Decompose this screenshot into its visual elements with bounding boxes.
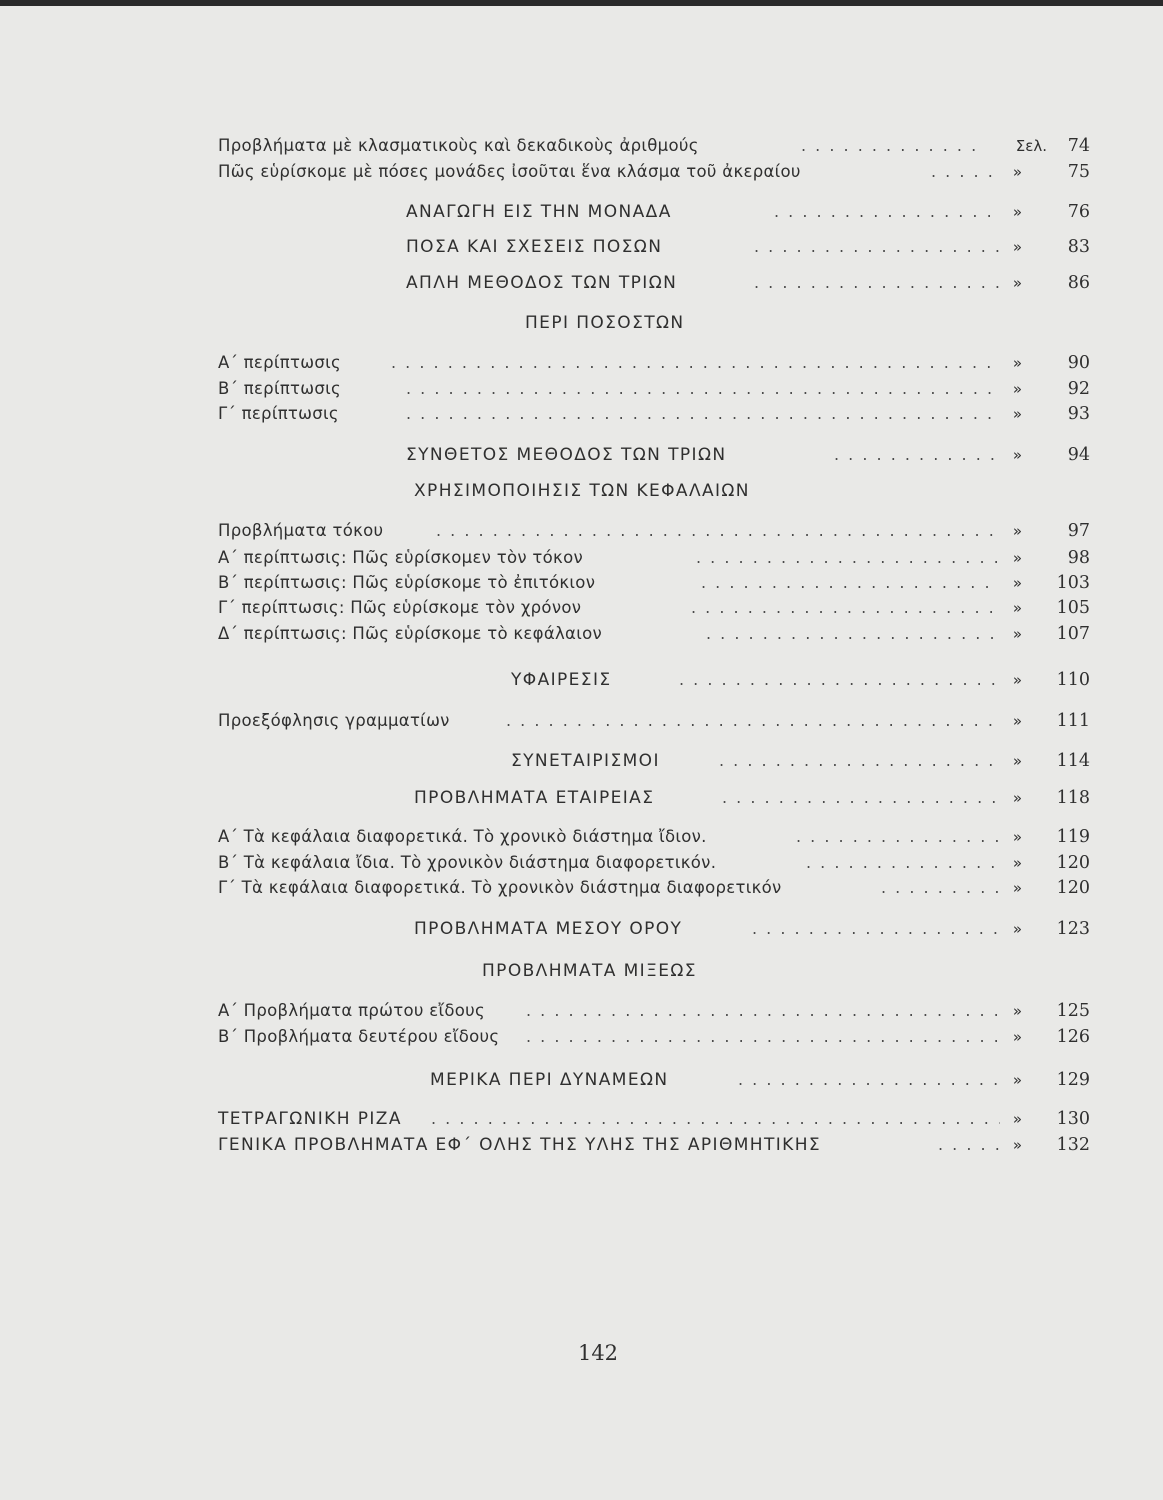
toc-entry bbox=[0, 783, 1163, 813]
toc-entry-page: 132 bbox=[1056, 1135, 1090, 1155]
toc-entry-page: 111 bbox=[1056, 711, 1090, 731]
ditto-mark: » bbox=[1012, 1002, 1022, 1020]
leader-dots bbox=[526, 1022, 1000, 1052]
ditto-mark: » bbox=[1012, 549, 1022, 567]
toc-entry-page: 123 bbox=[1056, 919, 1090, 939]
toc-entry bbox=[0, 268, 1163, 298]
leader-dots bbox=[774, 197, 1000, 227]
toc-entry-title: Β΄ Τὰ κεφάλαια ἴδια. Τὸ χρονικὸν διάστημα διαφορετικόν. bbox=[218, 853, 717, 872]
toc-entry-page: 105 bbox=[1056, 598, 1090, 618]
section-heading: ΠΡΟΒΛΗΜΑΤΑ ΜΙΞΕΩΣ bbox=[482, 961, 697, 981]
toc-entry-page: 86 bbox=[1067, 273, 1090, 293]
toc-entry-title: Γ΄ περίπτωσις bbox=[218, 404, 339, 423]
toc-entry-title: Δ΄ περίπτωσις: Πῶς εὑρίσκομε τὸ κεφάλαιον bbox=[218, 624, 603, 643]
toc-entry-title: ΜΕΡΙΚΑ ΠΕΡΙ ΔΥΝΑΜΕΩΝ bbox=[430, 1070, 669, 1090]
ditto-mark: » bbox=[1012, 405, 1022, 423]
toc-entry bbox=[0, 157, 1163, 187]
ditto-mark: » bbox=[1012, 274, 1022, 292]
ditto-mark: » bbox=[1012, 163, 1022, 181]
toc-entry bbox=[0, 1065, 1163, 1095]
toc-entry-title: Γ΄ περίπτωσις: Πῶς εὑρίσκομε τὸν χρόνον bbox=[218, 598, 582, 617]
toc-entry-page: 114 bbox=[1056, 751, 1090, 771]
ditto-mark: » bbox=[1012, 1110, 1022, 1128]
toc-entry-page: 94 bbox=[1067, 445, 1090, 465]
toc-entry-title: ΓΕΝΙΚΑ ΠΡΟΒΛΗΜΑΤΑ ΕΦ΄ ΟΛΗΣ ΤΗΣ ΥΛΗΣ ΤΗΣ ΑΡΙΘΜΗΤΙΚΗΣ bbox=[218, 1135, 822, 1155]
toc-entry-page: 120 bbox=[1056, 878, 1090, 898]
leader-dots bbox=[679, 665, 1000, 695]
toc-entry-page: 83 bbox=[1067, 237, 1090, 257]
toc-entry bbox=[0, 746, 1163, 776]
leader-dots bbox=[506, 706, 1000, 736]
toc-entry-page: 76 bbox=[1067, 202, 1090, 222]
toc-entry-page: 103 bbox=[1056, 573, 1090, 593]
toc-entry-title: Γ΄ Τὰ κεφάλαια διαφορετικά. Τὸ χρονικὸν διάστημα διαφορετικόν bbox=[218, 878, 782, 897]
ditto-mark: » bbox=[1012, 920, 1022, 938]
ditto-mark: » bbox=[1012, 1071, 1022, 1089]
toc-entry-title: Α΄ Τὰ κεφάλαια διαφορετικά. Τὸ χρονικὸ διάστημα ἴδιον. bbox=[218, 827, 707, 846]
ditto-mark: » bbox=[1012, 599, 1022, 617]
toc-entry-page: 125 bbox=[1056, 1001, 1090, 1021]
toc-entry bbox=[0, 873, 1163, 903]
toc-entry-title: ΥΦΑΙΡΕΣΙΣ bbox=[511, 670, 612, 690]
ditto-mark: » bbox=[1012, 446, 1022, 464]
toc-entry-page: 97 bbox=[1067, 521, 1090, 541]
toc-entry-page: 118 bbox=[1056, 788, 1090, 808]
toc-entry-page: 92 bbox=[1067, 379, 1090, 399]
ditto-mark: » bbox=[1012, 879, 1022, 897]
toc-entry-title: Προβλήματα μὲ κλασματικοὺς καὶ δεκαδικοὺς ἀριθμούς bbox=[218, 136, 699, 155]
toc-entry-title: Πῶς εὑρίσκομε μὲ πόσες μονάδες ἰσοῦται ἕνα κλάσμα τοῦ ἀκεραίου bbox=[218, 162, 801, 181]
page-number: 142 bbox=[577, 1341, 619, 1365]
toc-entry-page: 130 bbox=[1056, 1109, 1090, 1129]
toc-entry-page: 110 bbox=[1056, 670, 1090, 690]
toc-entry-title: Β΄ περίπτωσις bbox=[218, 379, 342, 398]
toc-entry-page: 129 bbox=[1056, 1070, 1090, 1090]
toc-entry-title: ΠΡΟΒΛΗΜΑΤΑ ΕΤΑΙΡΕΙΑΣ bbox=[414, 788, 655, 808]
toc-entry bbox=[0, 516, 1163, 546]
toc-entry-page: 120 bbox=[1056, 853, 1090, 873]
toc-entry-page: 75 bbox=[1067, 162, 1090, 182]
leader-dots bbox=[722, 783, 1000, 813]
toc-entry-title: Β΄ Προβλήματα δευτέρου εἴδους bbox=[218, 1027, 500, 1046]
toc-entry bbox=[0, 1022, 1163, 1052]
section-heading: ΧΡΗΣΙΜΟΠΟΙΗΣΙΣ ΤΩΝ ΚΕΦΑΛΑΙΩΝ bbox=[414, 481, 750, 501]
toc-entry-page: 107 bbox=[1056, 624, 1090, 644]
section-heading: ΠΕΡΙ ΠΟΣΟΣΤΩΝ bbox=[525, 313, 685, 333]
toc-entry-title: Α΄ περίπτωσις bbox=[218, 353, 342, 372]
toc-entry-page: 126 bbox=[1056, 1027, 1090, 1047]
leader-dots bbox=[754, 268, 1000, 298]
toc-entry bbox=[0, 197, 1163, 227]
toc-entry-title: Α΄ Προβλήματα πρώτου εἴδους bbox=[218, 1001, 486, 1020]
ditto-mark: » bbox=[1012, 671, 1022, 689]
ditto-mark: » bbox=[1012, 1136, 1022, 1154]
toc-entry-page: 74 bbox=[1067, 136, 1090, 156]
toc-entry bbox=[0, 706, 1163, 736]
ditto-mark: » bbox=[1012, 854, 1022, 872]
toc-entry-title: Προβλήματα τόκου bbox=[218, 521, 384, 540]
toc-entry bbox=[0, 1130, 1163, 1160]
leader-dots bbox=[738, 1065, 1000, 1095]
ditto-mark: » bbox=[1012, 203, 1022, 221]
page-top-edge bbox=[0, 0, 1163, 6]
toc-entry-title: Προεξόφλησις γραμματίων bbox=[218, 711, 450, 730]
toc-entry-title: ΣΥΝΕΤΑΙΡΙΣΜΟΙ bbox=[511, 751, 660, 771]
toc-entry-page: 119 bbox=[1056, 827, 1090, 847]
toc-entry-title: ΠΡΟΒΛΗΜΑΤΑ ΜΕΣΟΥ ΟΡΟΥ bbox=[414, 919, 683, 939]
toc-entry-title: Α΄ περίπτωσις: Πῶς εὑρίσκομεν τὸν τόκον bbox=[218, 548, 583, 567]
leader-dots bbox=[706, 619, 1000, 649]
toc-entry-title: ΣΥΝΘΕΤΟΣ ΜΕΘΟΔΟΣ ΤΩΝ ΤΡΙΩΝ bbox=[406, 445, 727, 465]
toc-entry-title: ΤΕΤΡΑΓΩΝΙΚΗ ΡΙΖΑ bbox=[218, 1109, 402, 1129]
ditto-mark: » bbox=[1012, 354, 1022, 372]
toc-entry-title: ΑΝΑΓΩΓΗ ΕΙΣ ΤΗΝ ΜΟΝΑΔΑ bbox=[406, 202, 672, 222]
ditto-mark: » bbox=[1012, 1028, 1022, 1046]
toc-entry bbox=[0, 232, 1163, 262]
ditto-mark: » bbox=[1012, 789, 1022, 807]
ditto-mark: » bbox=[1012, 522, 1022, 540]
ditto-mark: » bbox=[1012, 712, 1022, 730]
toc-entry bbox=[0, 914, 1163, 944]
leader-dots bbox=[719, 746, 1000, 776]
leader-dots bbox=[436, 516, 1000, 546]
toc-entry-title: ΠΟΣΑ ΚΑΙ ΣΧΕΣΕΙΣ ΠΟΣΩΝ bbox=[406, 237, 663, 257]
toc-entry bbox=[0, 665, 1163, 695]
page-label: Σελ. bbox=[1015, 137, 1047, 155]
ditto-mark: » bbox=[1012, 828, 1022, 846]
leader-dots bbox=[834, 440, 1000, 470]
leader-dots bbox=[406, 399, 1000, 429]
toc-entry-page: 98 bbox=[1067, 548, 1090, 568]
toc-entry bbox=[0, 399, 1163, 429]
ditto-mark: » bbox=[1012, 574, 1022, 592]
ditto-mark: » bbox=[1012, 752, 1022, 770]
toc-entry-page: 90 bbox=[1067, 353, 1090, 373]
toc-entry-page: 93 bbox=[1067, 404, 1090, 424]
toc-entry bbox=[0, 619, 1163, 649]
leader-dots bbox=[752, 914, 1000, 944]
toc-entry-title: ΑΠΛΗ ΜΕΘΟΔΟΣ ΤΩΝ ΤΡΙΩΝ bbox=[406, 273, 678, 293]
leader-dots bbox=[754, 232, 1000, 262]
ditto-mark: » bbox=[1012, 238, 1022, 256]
toc-entry bbox=[0, 440, 1163, 470]
toc-entry-title: Β΄ περίπτωσις: Πῶς εὑρίσκομε τὸ ἐπιτόκιον bbox=[218, 573, 596, 592]
ditto-mark: » bbox=[1012, 625, 1022, 643]
ditto-mark: » bbox=[1012, 380, 1022, 398]
